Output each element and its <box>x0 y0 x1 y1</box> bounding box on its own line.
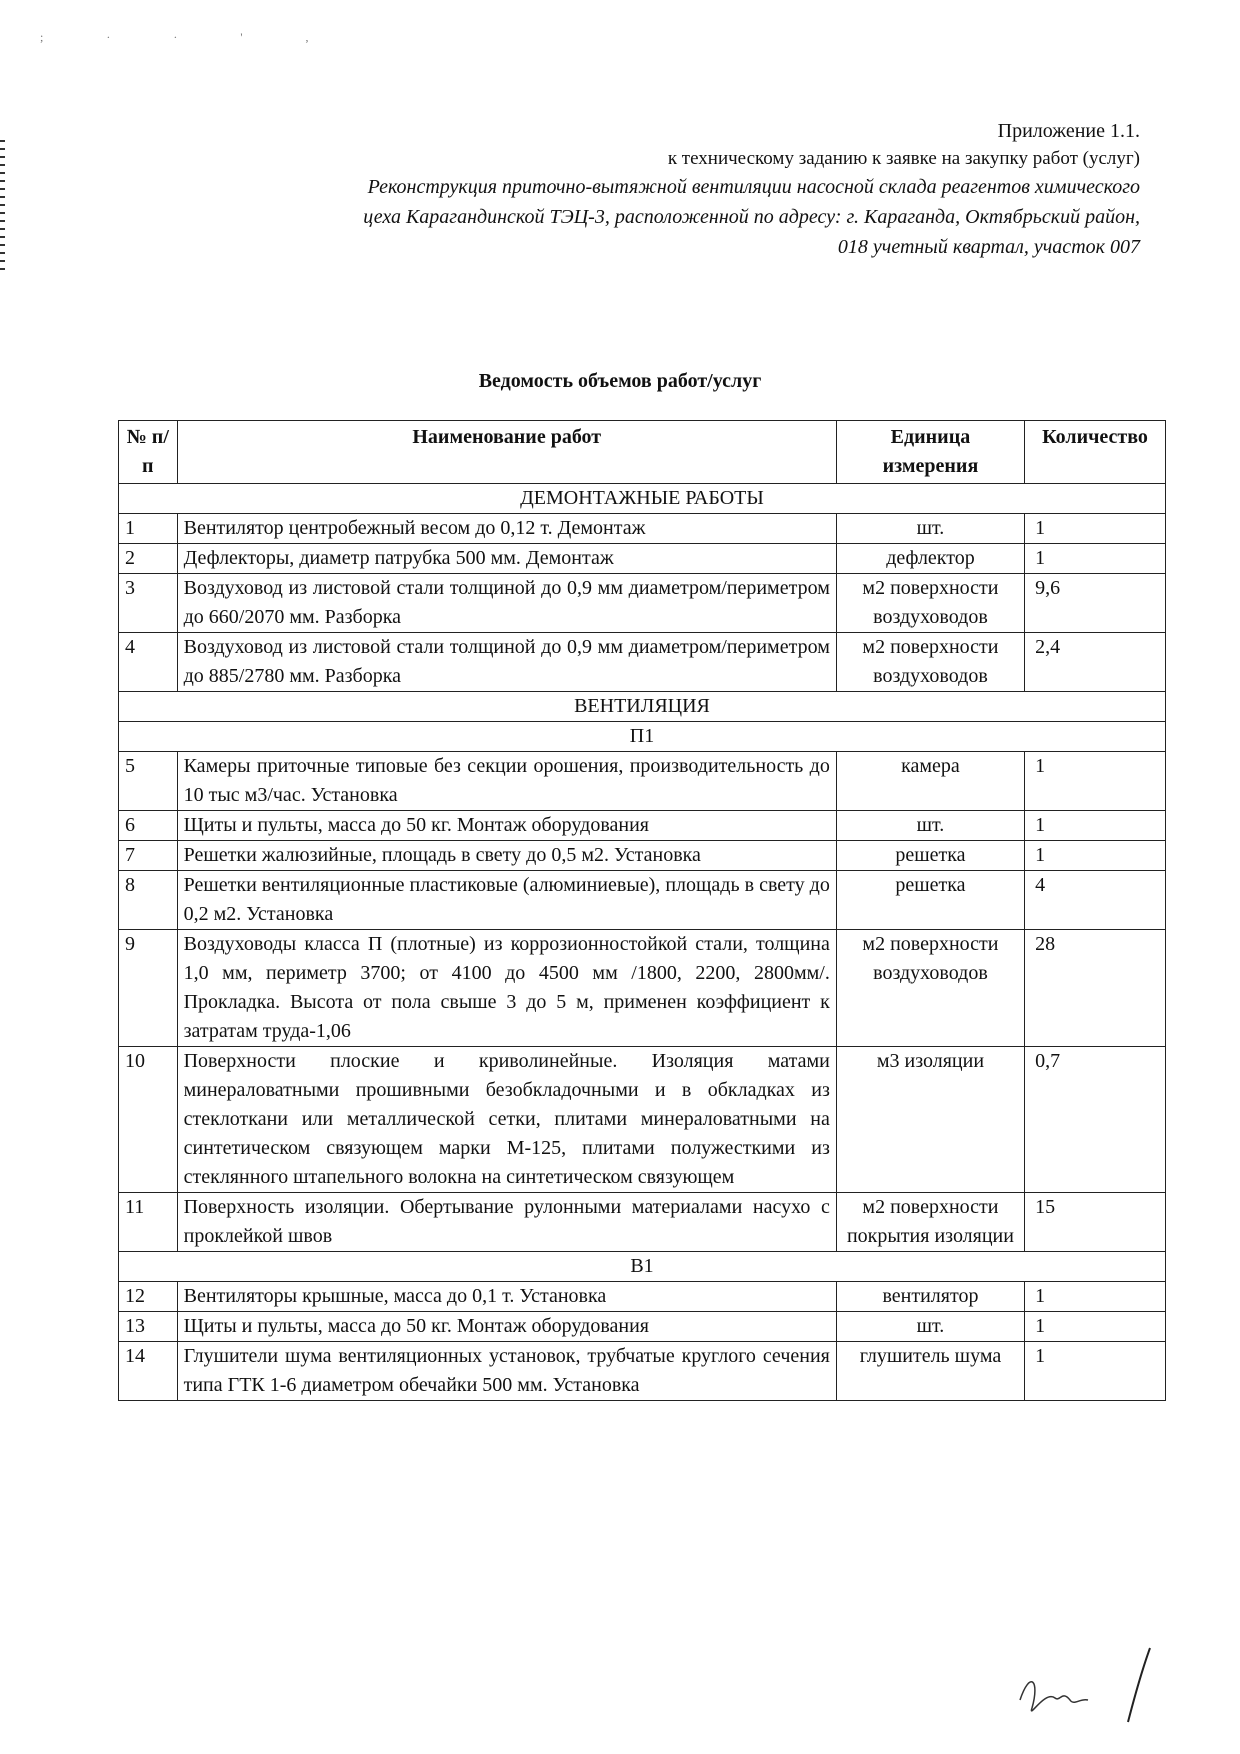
work-name: Воздуховод из листовой стали толщиной до 0,9 мм диаметром/периметром до 660/2070 мм. Разборка <box>177 574 836 633</box>
unit-of-measure: шт. <box>836 811 1024 841</box>
quantity: 1 <box>1025 514 1166 544</box>
table-row <box>119 544 1166 574</box>
unit-of-measure: м2 поверхности покрытия изоляции <box>836 1193 1024 1252</box>
quantity: 28 <box>1025 930 1166 1047</box>
col-unit-header: Единица измерения <box>836 421 1024 484</box>
scan-edge-marks <box>0 140 5 270</box>
unit-of-measure: м3 изоляции <box>836 1047 1024 1193</box>
col-qty-header: Количество <box>1025 421 1166 484</box>
table-row <box>119 1342 1166 1401</box>
section-label: ВЕНТИЛЯЦИЯ <box>119 692 1166 722</box>
document-title: Ведомость объемов работ/услуг <box>478 370 762 392</box>
table-row <box>119 871 1166 930</box>
unit-of-measure: м2 поверхности воздуховодов <box>836 633 1024 692</box>
project-line-1: Реконструкция приточно-вытяжной вентиляции насосной склада реагентов химического <box>367 176 1140 198</box>
quantity: 1 <box>1025 752 1166 811</box>
quantity: 1 <box>1025 811 1166 841</box>
row-number: 6 <box>119 811 178 841</box>
table-row <box>119 811 1166 841</box>
unit-of-measure: шт. <box>836 1312 1024 1342</box>
row-number: 2 <box>119 544 178 574</box>
table-row <box>119 1282 1166 1312</box>
section-row <box>119 1252 1166 1282</box>
quantity: 1 <box>1025 1312 1166 1342</box>
work-name: Решетки вентиляционные пластиковые (алюминиевые), площадь в свету до 0,2 м2. Установка <box>177 871 836 930</box>
quantity: 1 <box>1025 1282 1166 1312</box>
quantity: 15 <box>1025 1193 1166 1252</box>
project-line-3: 018 учетный квартал, участок 007 <box>837 236 1140 258</box>
section-row <box>119 722 1166 752</box>
row-number: 1 <box>119 514 178 544</box>
row-number: 12 <box>119 1282 178 1312</box>
unit-of-measure: вентилятор <box>836 1282 1024 1312</box>
section-row <box>119 692 1166 722</box>
unit-of-measure: решетка <box>836 871 1024 930</box>
quantity: 2,4 <box>1025 633 1166 692</box>
table-row <box>119 841 1166 871</box>
section-label: В1 <box>119 1252 1166 1282</box>
quantity: 1 <box>1025 544 1166 574</box>
work-name: Глушители шума вентиляционных установок, трубчатые круглого сечения типа ГТК 1-6 диаметром обечайки 500 мм. Установка <box>177 1342 836 1401</box>
row-number: 11 <box>119 1193 178 1252</box>
table-row <box>119 633 1166 692</box>
row-number: 10 <box>119 1047 178 1193</box>
scan-artifacts: ; · · ' , <box>40 30 339 44</box>
table-row <box>119 1193 1166 1252</box>
unit-of-measure: глушитель шума <box>836 1342 1024 1401</box>
row-number: 8 <box>119 871 178 930</box>
unit-of-measure: шт. <box>836 514 1024 544</box>
section-row <box>119 484 1166 514</box>
unit-of-measure: решетка <box>836 841 1024 871</box>
table-row <box>119 1312 1166 1342</box>
quantity: 0,7 <box>1025 1047 1166 1193</box>
table-body <box>119 484 1166 1401</box>
quantity: 9,6 <box>1025 574 1166 633</box>
quantity: 1 <box>1025 1342 1166 1401</box>
row-number: 14 <box>119 1342 178 1401</box>
row-number: 4 <box>119 633 178 692</box>
row-number: 9 <box>119 930 178 1047</box>
work-name: Щиты и пульты, масса до 50 кг. Монтаж оборудования <box>177 811 836 841</box>
work-name: Камеры приточные типовые без секции орошения, производительность до 10 тыс м3/час. Установка <box>177 752 836 811</box>
row-number: 7 <box>119 841 178 871</box>
appendix-label: Приложение 1.1. <box>997 120 1140 142</box>
works-table <box>118 420 1166 1401</box>
work-name: Вентиляторы крышные, масса до 0,1 т. Установка <box>177 1282 836 1312</box>
table-row <box>119 930 1166 1047</box>
unit-of-measure: камера <box>836 752 1024 811</box>
table-header-row <box>119 421 1166 484</box>
col-num-header: № п/п <box>119 421 178 484</box>
project-line-2: цеха Карагандинской ТЭЦ-3, расположенной по адресу: г. Караганда, Октябрьский район, <box>363 206 1140 228</box>
work-name: Решетки жалюзийные, площадь в свету до 0,5 м2. Установка <box>177 841 836 871</box>
quantity: 4 <box>1025 871 1166 930</box>
work-name: Поверхность изоляции. Обертывание рулонными материалами насухо с проклейкой швов <box>177 1193 836 1252</box>
work-name: Дефлекторы, диаметр патрубка 500 мм. Демонтаж <box>177 544 836 574</box>
row-number: 13 <box>119 1312 178 1342</box>
work-name: Поверхности плоские и криволинейные. Изоляция матами минераловатными прошивными безобкладочными и в обкладках из стеклоткани или металлической сетки, плитами минераловатными на синтетическом связующем марки М-125, плитами полужесткими из стеклянного штапельного волокна на синтетическом связующем <box>177 1047 836 1193</box>
unit-of-measure: м2 поверхности воздуховодов <box>836 574 1024 633</box>
table-row <box>119 574 1166 633</box>
unit-of-measure: дефлектор <box>836 544 1024 574</box>
section-label: П1 <box>119 722 1166 752</box>
col-name-header: Наименование работ <box>177 421 836 484</box>
quantity: 1 <box>1025 841 1166 871</box>
unit-of-measure: м2 поверхности воздуховодов <box>836 930 1024 1047</box>
spec-reference: к техническому заданию к заявке на закупку работ (услуг) <box>667 148 1140 169</box>
document-header <box>140 118 1140 262</box>
table-row <box>119 752 1166 811</box>
row-number: 3 <box>119 574 178 633</box>
row-number: 5 <box>119 752 178 811</box>
handwritten-signature <box>1000 1640 1160 1730</box>
work-name: Щиты и пульты, масса до 50 кг. Монтаж оборудования <box>177 1312 836 1342</box>
work-name: Воздуховод из листовой стали толщиной до 0,9 мм диаметром/периметром до 885/2780 мм. Разборка <box>177 633 836 692</box>
table-row <box>119 1047 1166 1193</box>
work-name: Воздуховоды класса П (плотные) из коррозионностойкой стали, толщина 1,0 мм, периметр 3700; от 4100 до 4500 мм /1800, 2200, 2800мм/. Прокладка. Высота от пола свыше 3 до 5 м, применен коэффициент к затратам труда-1,06 <box>177 930 836 1047</box>
section-label: ДЕМОНТАЖНЫЕ РАБОТЫ <box>119 484 1166 514</box>
table-row <box>119 514 1166 544</box>
work-name: Вентилятор центробежный весом до 0,12 т. Демонтаж <box>177 514 836 544</box>
